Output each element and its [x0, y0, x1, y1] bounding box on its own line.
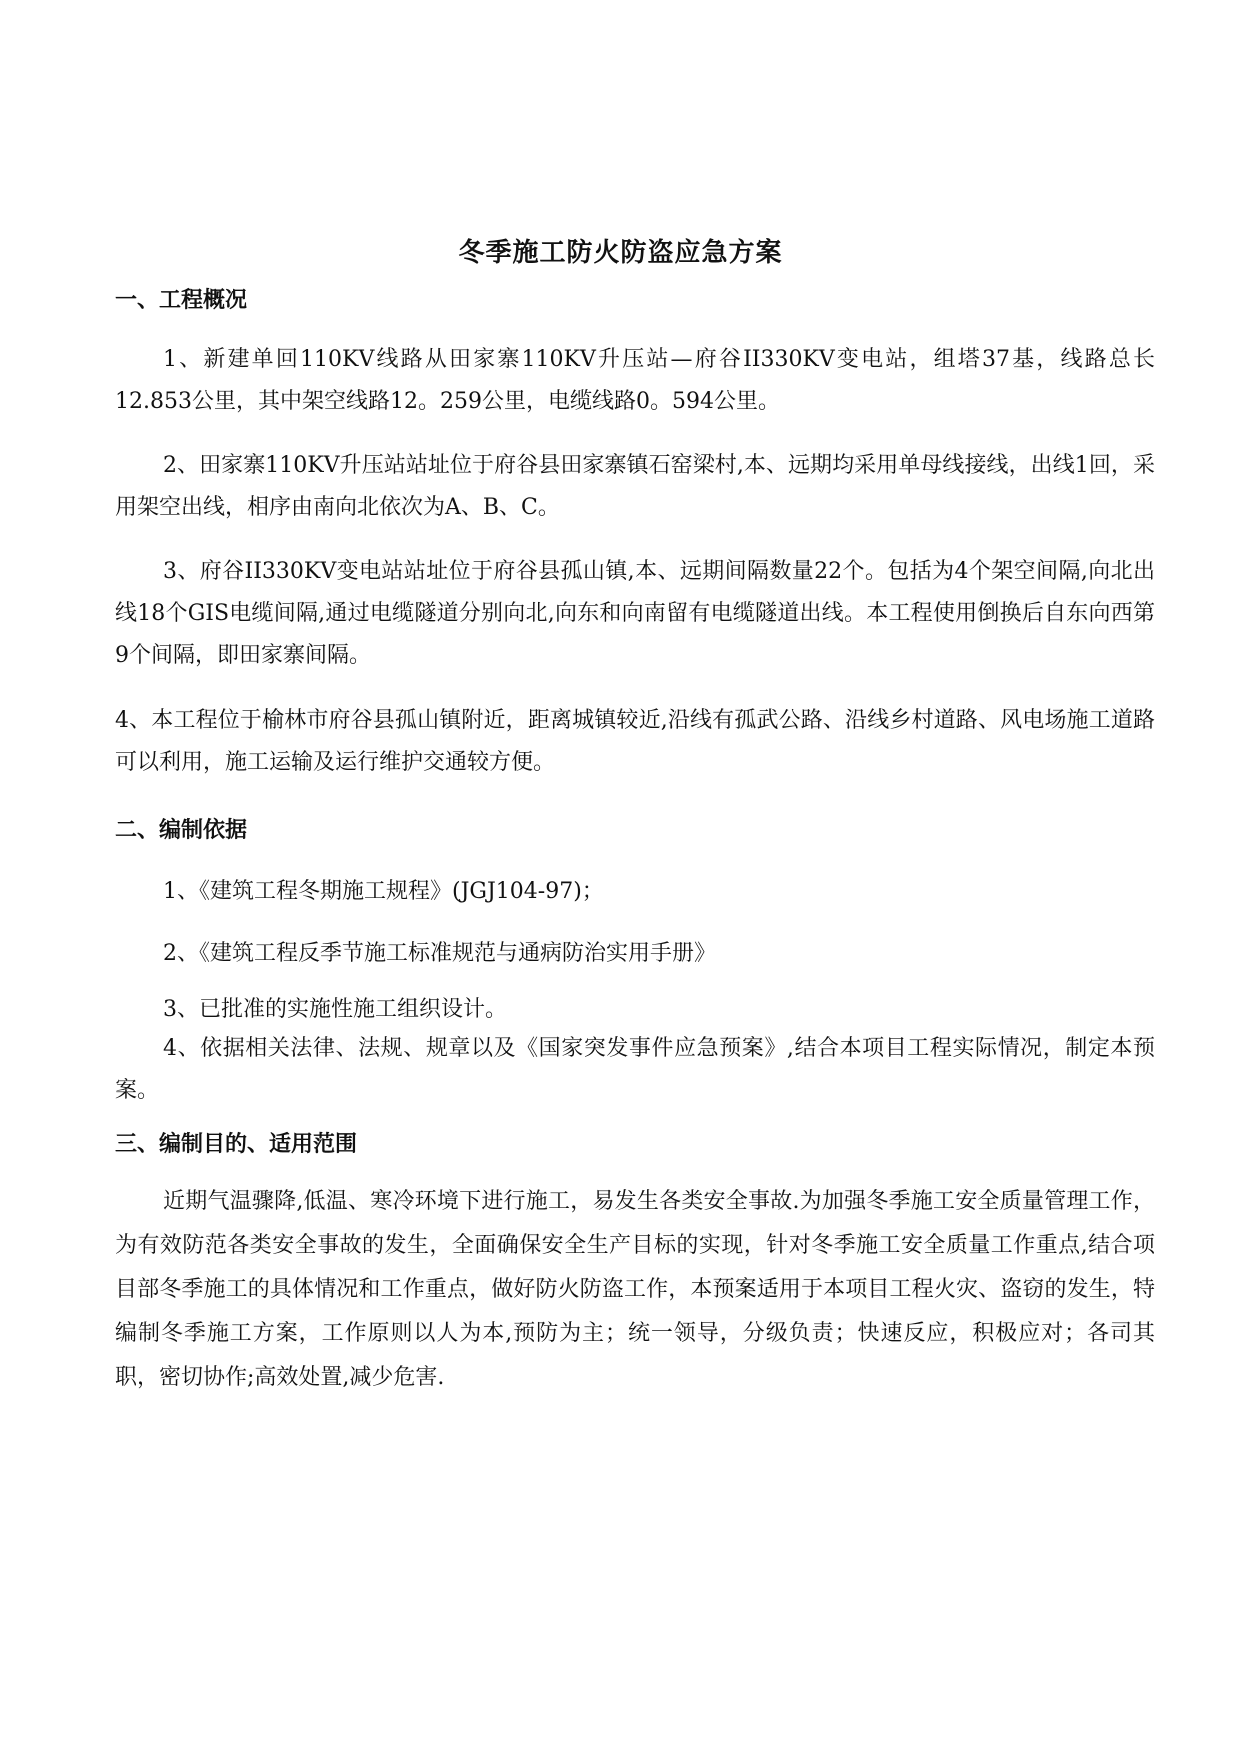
basis-item-4: 4、依据相关法律、法规、规章以及《国家突发事件应急预案》,结合本项目工程实际情况，制定本预案。 — [115, 1036, 1155, 1103]
basis-item-2: 2、《建筑工程反季节施工标准规范与通病防治实用手册》 — [163, 941, 716, 966]
purpose-paragraph: 近期气温骤降,低温、寒冷环境下进行施工，易发生各类安全事故.为加强冬季施工安全质量管理工作，为有效防范各类安全事故的发生，全面确保安全生产目标的实现，针对冬季施工安全质量工作重点,结合项目部冬季施工的具体情况和工作重点，做好防火防盗工作，本预案适用于本项目工程火灾、盗窃的发生，特编制冬季施工方案，工作原则以人为本,预防为主；统一领导，分级负责；快速反应，积极应对；各司其职，密切协作;高效处置,减少危害. — [115, 1189, 1155, 1390]
overview-paragraph-4: 4、本工程位于榆林市府谷县孤山镇附近，距离城镇较近,沿线有孤武公路、沿线乡村道路、风电场施工道路可以利用，施工运输及运行维护交通较方便。 — [115, 708, 1155, 775]
overview-paragraph-1: 1、新建单回110KV线路从田家寨110KV升压站—府谷II330KV变电站，组塔37基，线路总长12.853公里，其中架空线路12。259公里，电缆线路0。594公里。 — [115, 347, 1155, 414]
basis-item-3: 3、已批准的实施性施工组织设计。 — [163, 997, 507, 1022]
overview-paragraph-3: 3、府谷II330KV变电站站址位于府谷县孤山镇,本、远期间隔数量22个。包括为4个架空间隔,向北出线18个GIS电缆间隔,通过电缆隧道分别向北,向东和向南留有电缆隧道出线。本工程使用倒换后自东向西第9个间隔，即田家寨间隔。 — [115, 559, 1155, 668]
overview-paragraph-2: 2、田家寨110KV升压站站址位于府谷县田家寨镇石窑梁村,本、远期均采用单母线接线，出线1回，采用架空出线，相序由南向北依次为A、B、C。 — [115, 453, 1155, 520]
basis-item-1: 1、《建筑工程冬期施工规程》(JGJ104-97)； — [163, 879, 604, 904]
section-heading-basis: 二、编制依据 — [115, 817, 248, 843]
section-heading-overview: 一、工程概况 — [115, 287, 248, 313]
section-heading-purpose: 三、编制目的、适用范围 — [115, 1131, 358, 1157]
document-title: 冬季施工防火防盗应急方案 — [458, 238, 783, 268]
